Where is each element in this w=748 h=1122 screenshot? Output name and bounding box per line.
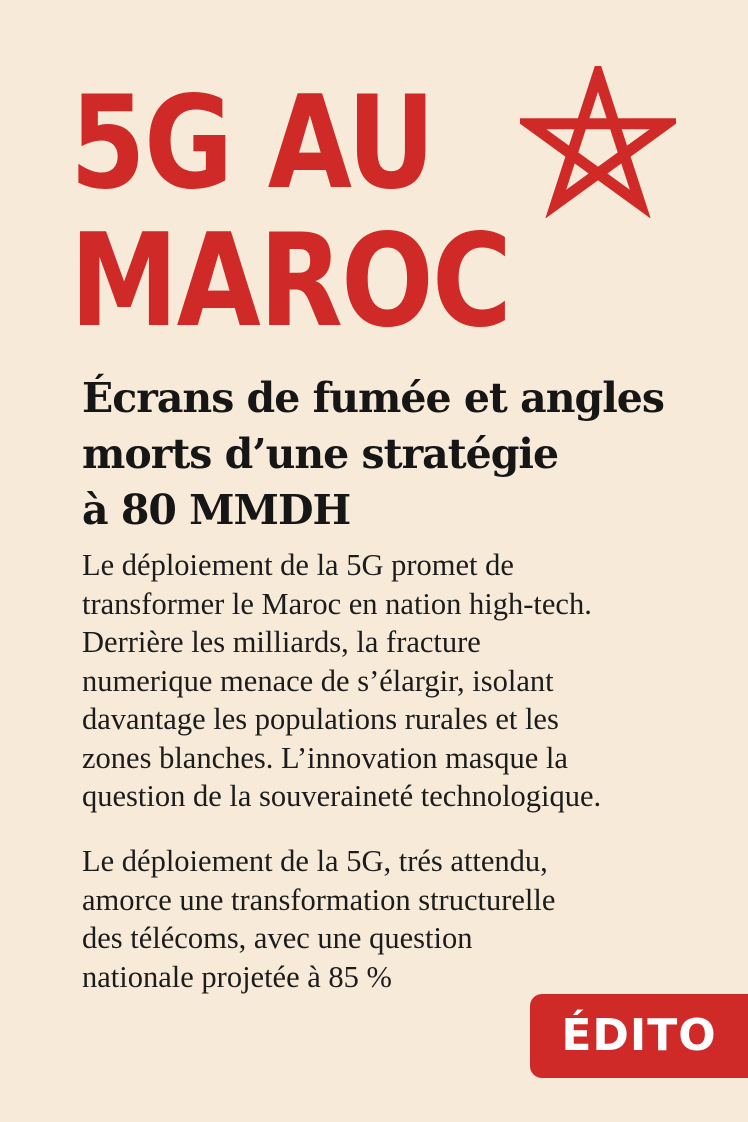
paragraph-line: amorce une transformation structurelle [82,882,556,917]
pentagram-star-icon [520,66,676,218]
subtitle-line: Écrans de fumée et angles [82,374,664,422]
paragraph-line: davantage les populations rurales et les [82,702,559,736]
subtitle-line: à 80 MMDH [82,486,351,534]
paragraph-line: Le déploiement de la 5G promet de [82,548,514,582]
headline-line-1: 5G AU [70,69,434,218]
paragraph-line: zones blanches. L’innovation masque la [82,740,568,775]
paragraph-line: Le déploiement de la 5G, trés attendu, [82,844,548,878]
paragraph-line: transformer le Maroc en nation high-tech. [82,586,592,621]
paragraph-line: nationale projetée à 85 % [82,959,392,994]
paragraph-line: question de la souveraineté technologique. [82,779,602,813]
paragraph-line: numerique menace de s’élargir, isolant [82,663,554,698]
paragraph-line: des télécoms, avec une question [82,921,473,955]
subtitle-line: morts d’une stratégie [82,430,559,478]
headline-line-2: MAROC [70,207,511,356]
edito-badge: ÉDITO [530,994,748,1078]
body-paragraph-1 [82,546,722,816]
body-paragraph-2 [82,842,722,996]
subtitle [82,370,702,538]
paragraph-line: Derrière les milliards, la fracture [82,625,481,659]
